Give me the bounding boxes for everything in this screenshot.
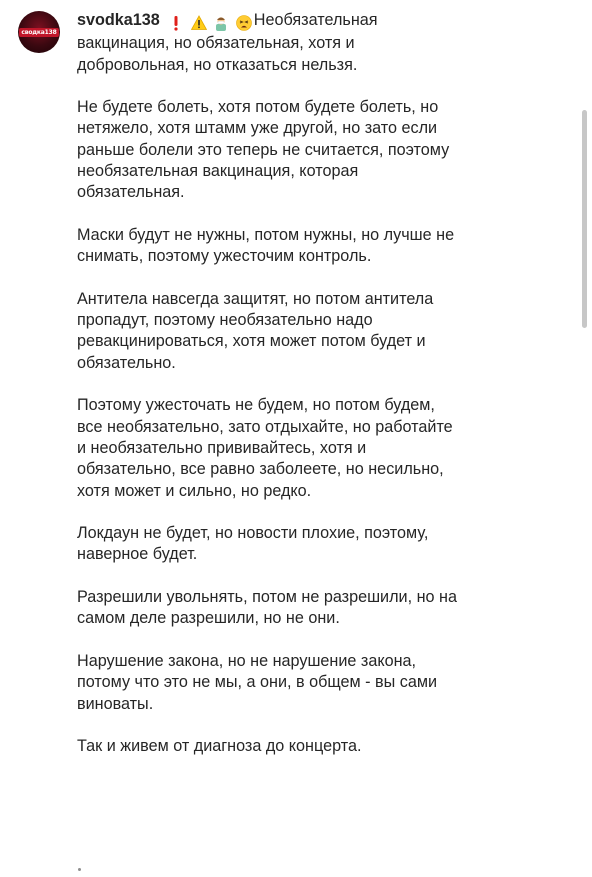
profile-avatar[interactable]: [18, 11, 60, 53]
caption-text: [77, 10, 572, 757]
trailing-dot: [78, 868, 81, 871]
caption-paragraph: Поэтому ужесточать не будем, но потом будем, все необязательно, зато отдыхайте, но работайте и необязательно прививайтесь, хотя и обязательно, все равно заболеете, но несильно, хотя может и сильно, но редко.: [77, 396, 453, 500]
tired-face-icon: [236, 15, 252, 31]
health-worker-icon: [213, 15, 229, 31]
caption-paragraph: Антитела навсегда защитят, но потом антитела пропадут, поэтому необязательно надо ревакцинироваться, хотя может потом будет и обязательно.: [77, 289, 434, 372]
caption-paragraph: Локдаун не будет, но новости плохие, поэтому, наверное будет.: [77, 524, 429, 564]
scrollbar-thumb[interactable]: [582, 110, 587, 328]
caption-paragraph: Так и живем от диагноза до концерта.: [77, 737, 362, 756]
caption-first-line: [77, 10, 572, 76]
caption-paragraph: Не будете болеть, хотя потом будете болеть, но нетяжело, хотя штамм уже другой, но зато если раньше болели это теперь не считается, поэтому необязательная вакцинация, которая обязательная.: [77, 98, 450, 202]
emoji-group: [168, 12, 254, 33]
caption-paragraph: Разрешили увольнять, потом не разрешили, но на самом деле разрешили, но не они.: [77, 588, 457, 628]
avatar-logo-label: сводка138: [21, 28, 57, 36]
exclamation-icon: [168, 15, 184, 31]
caption-paragraph: Маски будут не нужны, потом нужны, но лучше не снимать, поэтому ужесточим контроль.: [77, 225, 455, 266]
warning-icon: [191, 15, 207, 31]
caption-intro-text: Необязательная вакцинация, но обязательная, хотя и добровольная, но отказаться нельзя.: [77, 11, 378, 74]
caption-paragraph: Нарушение закона, но не нарушение закона, потому что это не мы, а они, в общем - вы сами виноваты.: [77, 651, 438, 713]
username-link[interactable]: svodka138: [77, 11, 160, 29]
